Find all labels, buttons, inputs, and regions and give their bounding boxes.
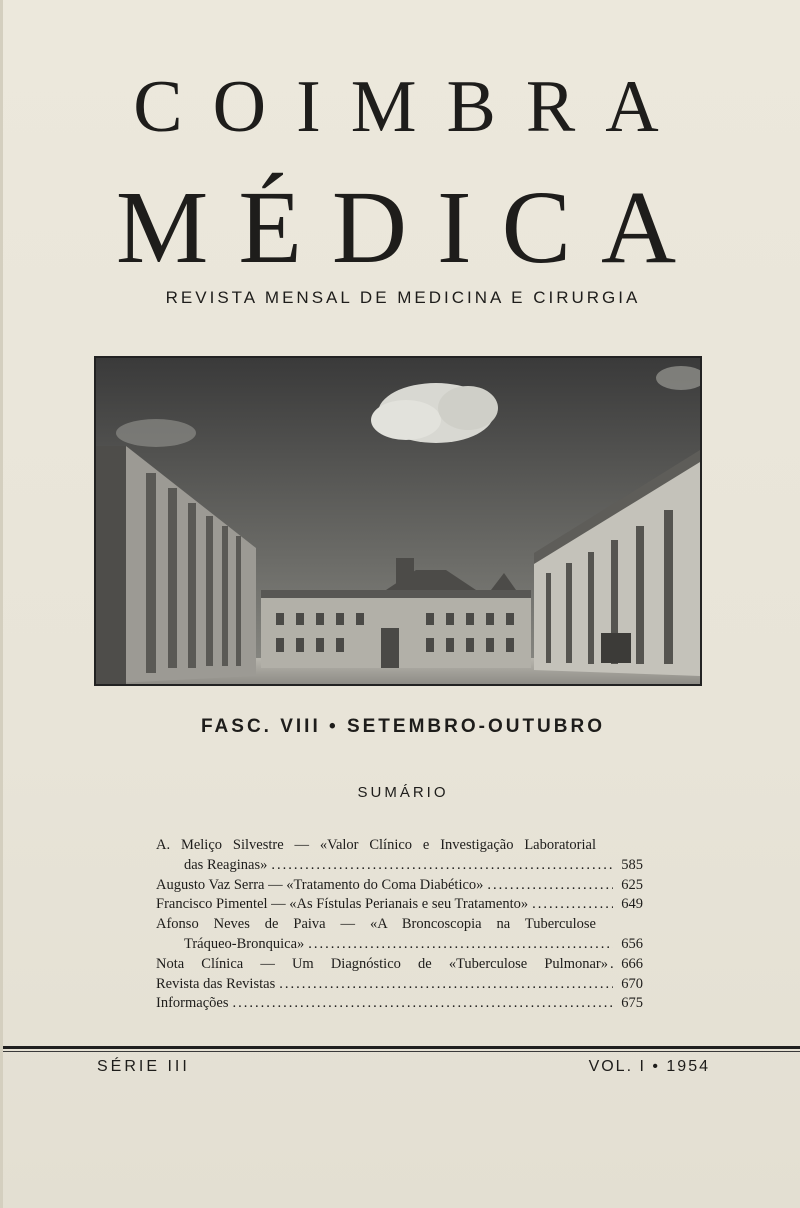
toc-leader — [532, 895, 613, 915]
issue-fascicle: FASC. VIII • SETEMBRO-OUTUBRO — [201, 716, 605, 737]
toc-entry-title: A. Meliço Silvestre — «Valor Clínico e Investigação Laboratorial — [156, 837, 596, 853]
toc-leader — [487, 876, 613, 896]
cover-photo-illustration — [96, 358, 700, 684]
toc-page-number: 625 — [621, 876, 643, 893]
toc-entry — [156, 975, 643, 995]
toc-page-number: 649 — [621, 896, 643, 913]
toc-page-number: 585 — [621, 856, 643, 873]
toc-entry-title: Nota Clínica — Um Diagnóstico de «Tuberculose Pulmonar» — [156, 955, 608, 972]
toc-page-number: 666 — [621, 955, 643, 972]
toc-entry-continuation — [156, 856, 643, 876]
series-label: SÉRIE III — [97, 1058, 190, 1075]
journal-title-line2: MÉDICA — [115, 170, 707, 285]
toc-entry — [156, 915, 643, 935]
toc-entry-title: Francisco Pimentel — «As Fístulas Perianais e seu Tratamento» — [156, 896, 529, 913]
table-of-contents — [156, 836, 643, 1014]
toc-entry — [156, 994, 643, 1014]
toc-page-number: 675 — [621, 995, 643, 1012]
journal-subtitle: REVISTA MENSAL DE MEDICINA E CIRURGIA — [165, 288, 641, 307]
toc-leader — [308, 935, 613, 955]
summary-heading: SUMÁRIO — [357, 784, 449, 801]
toc-entry — [156, 955, 643, 975]
toc-entry-title: Revista das Revistas — [156, 975, 276, 992]
footer-rule — [3, 1046, 800, 1049]
toc-entry-title: Informações — [156, 995, 229, 1012]
toc-leader — [610, 955, 615, 975]
toc-page-number: 670 — [621, 975, 643, 992]
toc-page-number: 656 — [621, 935, 643, 952]
toc-entry-continuation — [156, 935, 643, 955]
toc-entry — [156, 836, 643, 856]
cover-photo-university-square — [94, 356, 702, 686]
journal-title-line1: COIMBRA — [133, 66, 689, 148]
toc-entry-title-cont: Tráqueo-Bronquica» — [184, 935, 305, 952]
toc-entry-title: Augusto Vaz Serra — «Tratamento do Coma Diabético» — [156, 876, 484, 893]
toc-entry — [156, 876, 643, 896]
toc-leader — [271, 856, 613, 876]
toc-leader — [232, 994, 613, 1014]
volume-year-label: VOL. I • 1954 — [588, 1058, 710, 1075]
footer-rule-thin — [3, 1051, 800, 1052]
toc-entry-title: Afonso Neves de Paiva — «A Broncoscopia na Tuberculose — [156, 916, 596, 933]
toc-leader — [279, 975, 613, 995]
toc-entry-title-cont: das Reaginas» — [184, 856, 268, 873]
toc-entry — [156, 895, 643, 915]
